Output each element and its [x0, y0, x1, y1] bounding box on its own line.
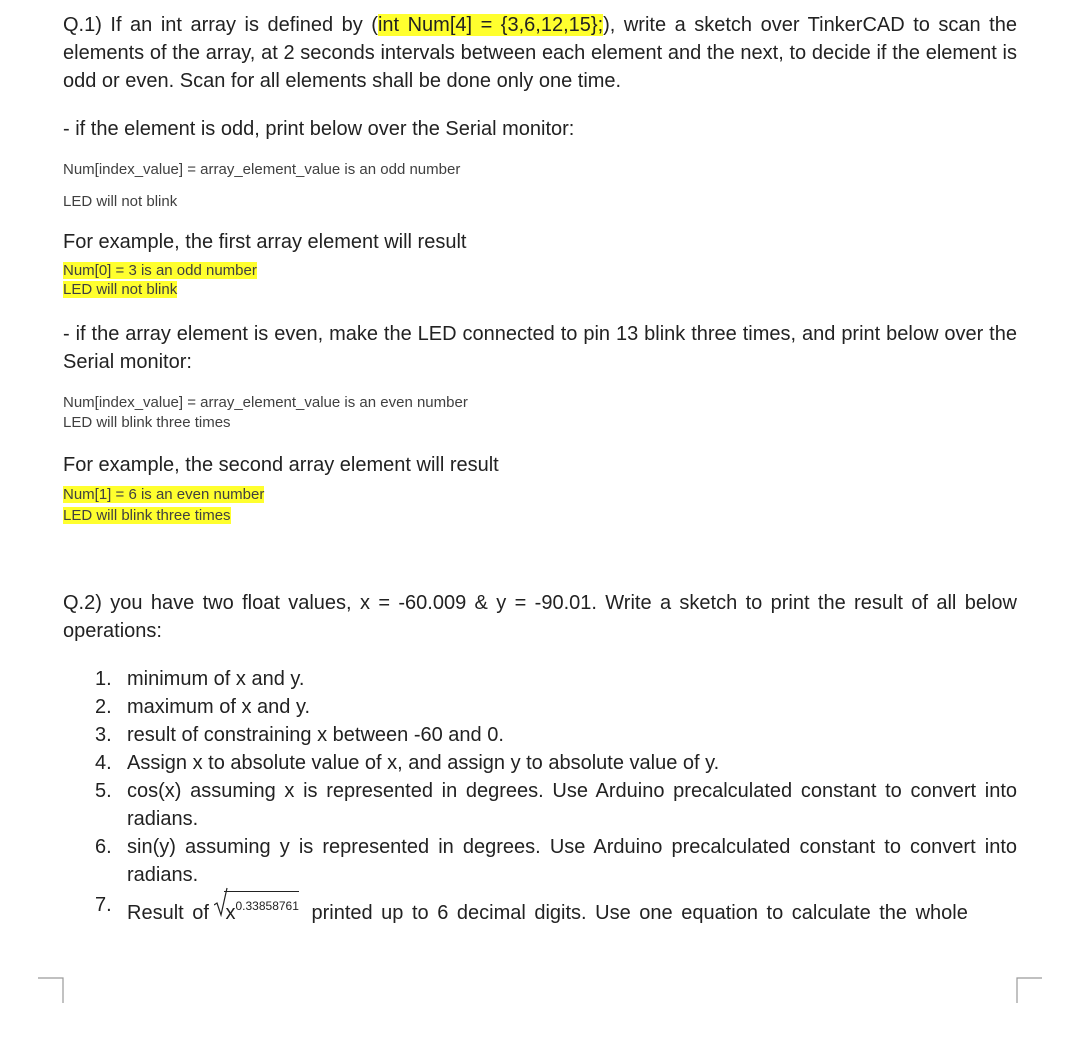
radical-sign-icon — [214, 887, 228, 917]
list-item — [63, 721, 1017, 749]
radicand — [224, 891, 299, 927]
odd-format-line2: LED will not blink — [63, 193, 178, 210]
list-number: 2. — [95, 696, 112, 718]
list-number: 1. — [95, 668, 112, 690]
list-item-text: maximum of x and y. — [127, 696, 311, 718]
q1-code-highlight: int Num[4] = {3,6,12,15}; — [377, 14, 604, 36]
radicand-base: x — [225, 902, 236, 924]
even-format-line2: LED will blink three times — [63, 414, 231, 431]
list-number: 4. — [95, 752, 112, 774]
document-page — [63, 0, 1017, 927]
list-item — [63, 777, 1017, 833]
even-format-line1: Num[index_value] = array_element_value is an even number — [63, 394, 468, 411]
list-item — [63, 665, 1017, 693]
list-item-text: Assign x to absolute value of x, and assign y to absolute value of y. — [127, 752, 720, 774]
example1-line1: Num[0] = 3 is an odd number — [63, 262, 257, 279]
list-item — [63, 833, 1017, 889]
item7-suffix: printed up to 6 decimal digits. Use one equation to calculate the whole — [311, 902, 968, 924]
example2-block — [63, 485, 1017, 526]
list-item — [63, 749, 1017, 777]
q1-suffix: ), write a sketch over TinkerCAD to scan the elements of the array, at 2 seconds intervals between each element and the next, to decide if the element is odd or even. Scan for all elements shall be done only one time. — [63, 14, 1017, 92]
odd-format-line1: Num[index_value] = array_element_value is an odd number — [63, 161, 461, 178]
list-item-text: result of constraining x between -60 and 0. — [127, 724, 504, 746]
list-number: 7. — [95, 894, 112, 916]
example1-block — [63, 261, 1017, 300]
list-item-text: cos(x) assuming x is represented in degrees. Use Arduino precalculated constant to convert into radians. — [127, 780, 1017, 830]
q1-prefix: Q.1) If an int array is defined by ( — [63, 14, 378, 36]
page-corner-mark-left — [38, 977, 64, 1003]
list-number: 3. — [95, 724, 112, 746]
example1-line2: LED will not blink — [63, 281, 178, 298]
list-number: 5. — [95, 780, 112, 802]
list-item — [63, 693, 1017, 721]
list-number: 6. — [95, 836, 112, 858]
page-corner-mark-right — [1016, 977, 1042, 1003]
list-item-7 — [63, 891, 1017, 927]
square-root-expression — [224, 891, 299, 927]
q2-operations-list — [63, 665, 1017, 927]
example2-line2: LED will blink three times — [63, 507, 231, 524]
q1-odd-rule: - if the element is odd, print below over the Serial monitor: — [63, 118, 575, 140]
example1-intro: For example, the first array element will result — [63, 231, 467, 253]
example2-intro: For example, the second array element will result — [63, 454, 499, 476]
list-item-text: minimum of x and y. — [127, 668, 305, 690]
item7-prefix: Result of — [127, 902, 209, 924]
q1-paragraph — [63, 11, 1017, 95]
example2-line1: Num[1] = 6 is an even number — [63, 486, 265, 503]
q2-intro: Q.2) you have two float values, x = -60.009 & y = -90.01. Write a sketch to print the result of all below operations: — [63, 592, 1017, 642]
list-item-text: sin(y) assuming y is represented in degrees. Use Arduino precalculated constant to convert into radians. — [127, 836, 1017, 886]
radicand-exponent: 0.33858761 — [235, 899, 299, 913]
q1-even-rule: - if the array element is even, make the LED connected to pin 13 blink three times, and print below over the Serial monitor: — [63, 323, 1017, 373]
